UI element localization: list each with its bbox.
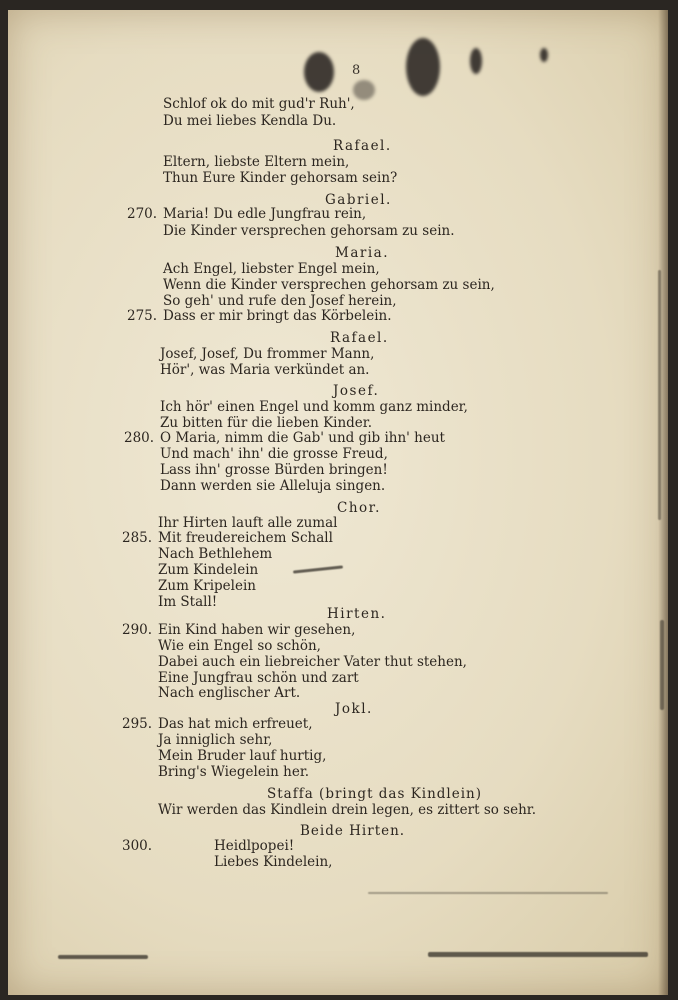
verse-line: Zu bitten für die lieben Kinder. [160,415,373,431]
verse-line: Zum Kindelein [158,562,259,578]
speaker-name: Maria. [335,245,389,261]
verse-line: Schlof ok do mit gud'r Ruh', [163,96,355,112]
verse-line: Ihr Hirten lauft alle zumal [158,515,338,531]
speaker-name: Chor. [337,500,381,516]
page-number: 8 [352,63,361,78]
verse-line: Dass er mir bringt das Körbelein. [163,308,392,324]
speaker-name: Rafael. [333,138,392,154]
line-number: 300. [122,838,153,854]
ink-streak [660,620,664,710]
speaker-name: Jokl. [335,701,373,717]
line-number: 290. [122,622,153,638]
verse-line: Wir werden das Kindlein drein legen, es zittert so sehr. [158,802,537,818]
speaker-name: Josef. [333,383,380,399]
verse-line: Dann werden sie Alleluja singen. [160,478,386,494]
speaker-name: Rafael. [330,330,389,346]
verse-line: Die Kinder versprechen gehorsam zu sein. [163,223,455,239]
ink-stain [304,52,334,92]
verse-line: Mit freudereichem Schall [158,530,333,546]
verse-line: Du mei liebes Kendla Du. [163,113,337,129]
line-number: 285. [122,530,153,546]
ink-stain [406,38,440,96]
line-number: 270. [127,206,158,222]
verse-line: Wie ein Engel so schön, [158,638,321,654]
verse-line: Dabei auch ein liebreicher Vater thut stehen, [158,654,467,670]
ink-streak [368,892,608,894]
speaker-name: Gabriel. [325,192,392,208]
verse-line: Ein Kind haben wir gesehen, [158,622,356,638]
ink-stain [540,48,548,62]
speaker-name: Beide Hirten. [300,823,406,839]
verse-line: Maria! Du edle Jungfrau rein, [163,206,367,222]
verse-line: Ich hör' einen Engel und komm ganz minder, [160,399,468,415]
verse-line: Nach Bethlehem [158,546,273,562]
verse-line: Im Stall! [158,594,218,610]
verse-line: Ach Engel, liebster Engel mein, [163,261,380,277]
verse-line: Josef, Josef, Du frommer Mann, [160,346,375,362]
ink-stain [353,80,375,100]
line-number: 295. [122,716,153,732]
speaker-name: Hirten. [327,606,387,622]
verse-line: Eine Jungfrau schön und zart [158,670,359,686]
verse-line: Zum Kripelein [158,578,256,594]
verse-line: Liebes Kindelein, [214,854,333,870]
verse-line: Bring's Wiegelein her. [158,764,310,780]
ink-stain [470,48,482,74]
verse-line: Lass ihn' grosse Bürden bringen! [160,462,388,478]
verse-line: Wenn die Kinder versprechen gehorsam zu sein, [163,277,495,293]
ink-streak [658,270,661,520]
verse-line: Nach englischer Art. [158,685,301,701]
verse-line: So geh' und rufe den Josef herein, [163,293,397,309]
verse-line: Das hat mich erfreuet, [158,716,313,732]
ink-streak [58,955,148,959]
verse-line: O Maria, nimm die Gab' und gib ihn' heut [160,430,445,446]
ink-streak [293,565,343,573]
verse-line: Und mach' ihn' die grosse Freud, [160,446,388,462]
verse-line: Hör', was Maria verkündet an. [160,362,370,378]
line-number: 275. [127,308,158,324]
speaker-name: Staffa (bringt das Kindlein) [267,786,483,802]
verse-line: Thun Eure Kinder gehorsam sein? [163,170,398,186]
verse-line: Mein Bruder lauf hurtig, [158,748,327,764]
verse-line: Heidlpopei! [214,838,295,854]
line-number: 280. [124,430,155,446]
verse-line: Ja inniglich sehr, [158,732,273,748]
verse-line: Eltern, liebste Eltern mein, [163,154,350,170]
ink-streak [428,952,648,957]
